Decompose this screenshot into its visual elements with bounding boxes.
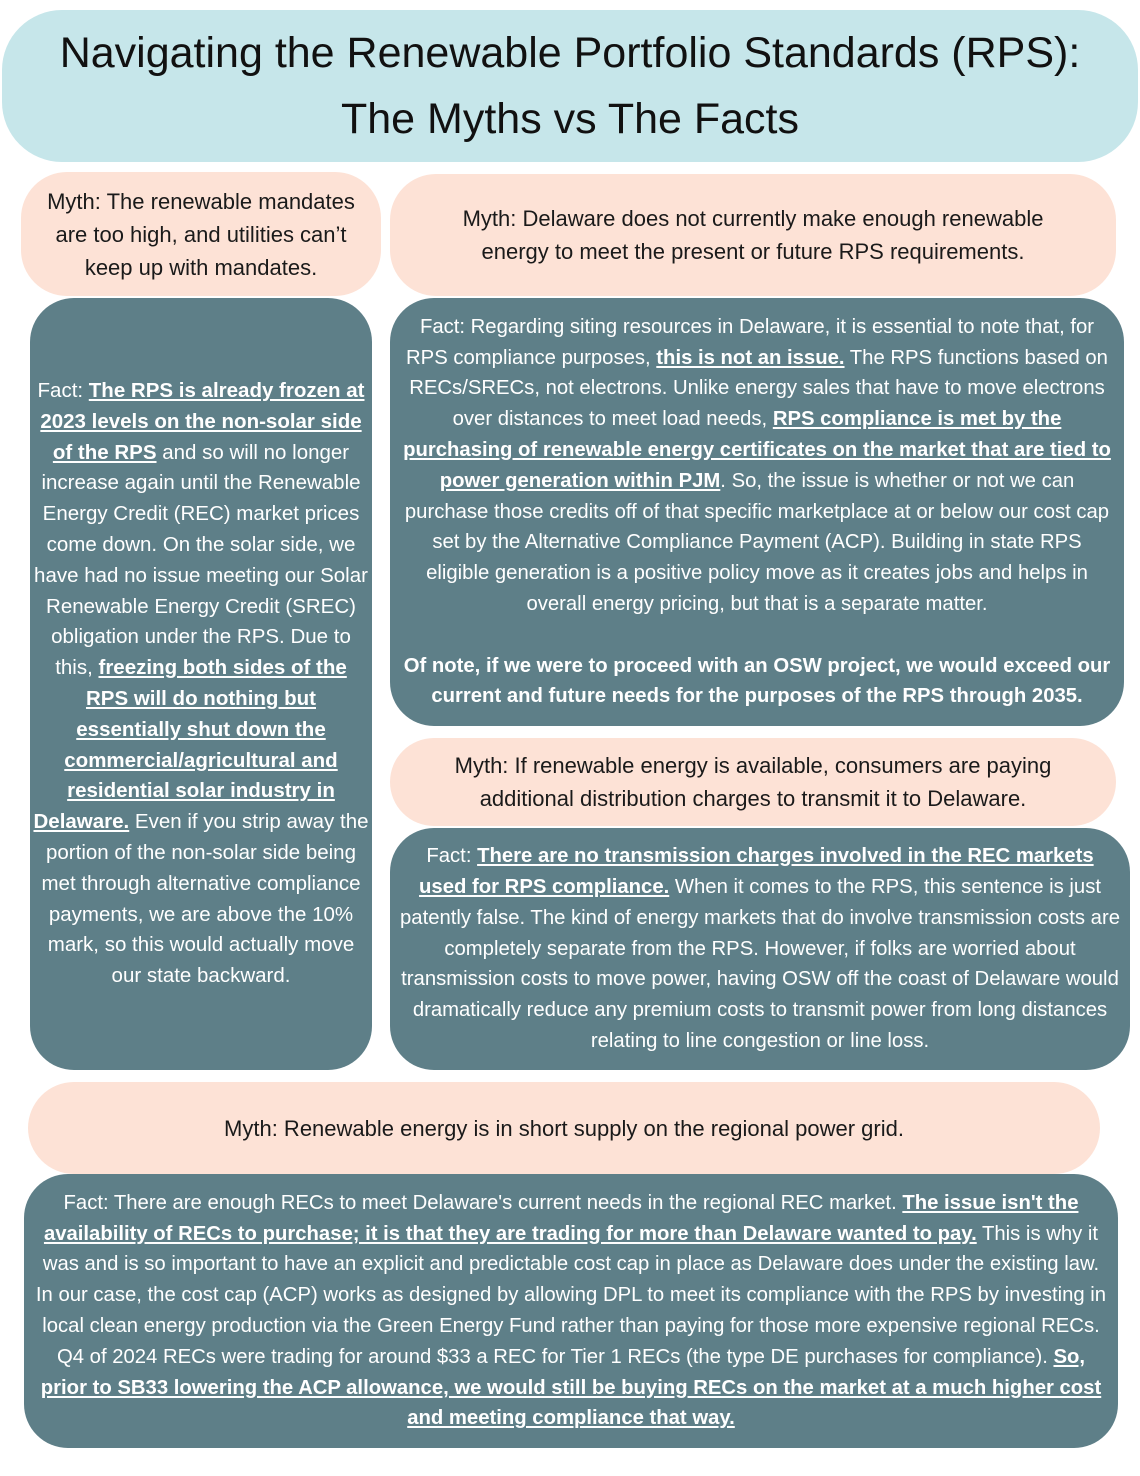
fact-card-mandates <box>30 298 372 1070</box>
fact-emphasis-link: So, prior to SB33 lowering the ACP allowance, we would still be buying RECs on the market at a much higher cost and meeting compliance that way. <box>40 1345 1102 1430</box>
page-title-line-2: The Myths vs The Facts <box>340 95 799 143</box>
fact-text <box>33 376 369 992</box>
fact-text <box>34 1188 1108 1434</box>
myth-card-generation <box>390 174 1116 296</box>
page-title-line-1: Navigating the Renewable Portfolio Standards (RPS): <box>59 29 1081 77</box>
fact-card-supply <box>24 1174 1118 1448</box>
fact-text-segment: Fact: There are enough RECs to meet Delaware's current needs in the regional REC market. <box>63 1191 903 1214</box>
myth-card-supply <box>28 1082 1100 1174</box>
fact-text-segment: Fact: Regarding siting resources in Delaware, it is essential to note that, for RPS compliance purposes, <box>406 315 1095 369</box>
fact-text <box>398 312 1116 620</box>
fact-card-distribution <box>390 828 1130 1070</box>
fact-text-segment: . So, the issue is whether or not we can purchase those credits off of that specific marketplace at or below our cost cap set by the Alternative Compliance Payment (ACP). Building in state RPS eligible generation is a positive policy move as it creates jobs and helps in overall energy pricing, but that is a separate matter. <box>404 469 1110 615</box>
fact-emphasis-link: The RPS is already frozen at 2023 levels on the non-solar side of the RPS <box>40 379 365 464</box>
fact-emphasis-link: The issue isn't the availability of RECs to purchase; it is that they are trading for more than Delaware wanted to pay. <box>43 1191 1079 1245</box>
myth-text: Myth: Renewable energy is in short supply on the regional power grid. <box>224 1115 904 1141</box>
fact-text <box>400 841 1120 1057</box>
fact-text-segment: The RPS functions based on RECs/SRECs, not electrons. Unlike energy sales that have to move electrons over distances to meet load needs, <box>409 346 1108 431</box>
fact-emphasis-link: freezing both sides of the RPS will do nothing but essentially shut down the commercial/agricultural and residential solar industry in Delaware. <box>33 656 347 834</box>
fact-card-generation <box>390 298 1124 726</box>
fact-text-segment: When it comes to the RPS, this sentence is just patently false. The kind of energy markets that do involve transmission costs are completely separate from the RPS. However, if folks are worried about transmission costs to move power, having OSW off the coast of Delaware would dramatically reduce any premium costs to transmit power from long distances relating to line congestion or line loss. <box>400 876 1120 1052</box>
fact-emphasis-link: There are no transmission charges involved in the REC markets used for RPS compliance. <box>419 845 1094 898</box>
fact-text-segment: and so will no longer increase again until the Renewable Energy Credit (REC) market prices come down. On the solar side, we have had no issue meeting our Solar Renewable Energy Credit (SREC) obligation under the RPS. Due to this, <box>34 440 368 680</box>
fact-text-segment: Fact: <box>37 379 89 403</box>
fact-text-segment: Fact: <box>426 845 478 868</box>
myth-text: Myth: Delaware does not currently make enough renewable energy to meet the present or future RPS requirements. <box>462 206 1044 264</box>
myth-text: Myth: The renewable mandates are too high, and utilities can’t keep up with mandates. <box>47 188 355 280</box>
myth-text: Myth: If renewable energy is available, consumers are paying additional distribution charges to transmit it to Delaware. <box>454 753 1052 811</box>
fact-note-osw: Of note, if we were to proceed with an OSW project, we would exceed our current and future needs for the purposes of the RPS through 2035. <box>403 654 1111 708</box>
myth-card-mandates <box>21 172 381 296</box>
fact-emphasis-link: RPS compliance is met by the purchasing of renewable energy certificates on the market that are tied to power generation within PJM <box>403 408 1111 492</box>
fact-emphasis-link: this is not an issue. <box>656 346 845 369</box>
title-banner <box>2 10 1138 162</box>
myth-card-distribution <box>390 738 1116 826</box>
fact-text-segment: Even if you strip away the portion of the non-solar side being met through alternative compliance payments, we are above the 10% mark, so this would actually move our state backward. <box>41 810 369 988</box>
fact-text-segment: This is why it was and is so important to have an explicit and predictable cost cap in place as Delaware does under the existing law. In our case, the cost cap (ACP) works as designed by allowing DPL to meet its compliance with the RPS by investing in local clean energy production via the Green Energy Fund rather than paying for those more expensive regional RECs. Q4 of 2024 RECs were trading for around $33 a REC for Tier 1 RECs (the type DE purchases for compliance). <box>35 1222 1107 1368</box>
